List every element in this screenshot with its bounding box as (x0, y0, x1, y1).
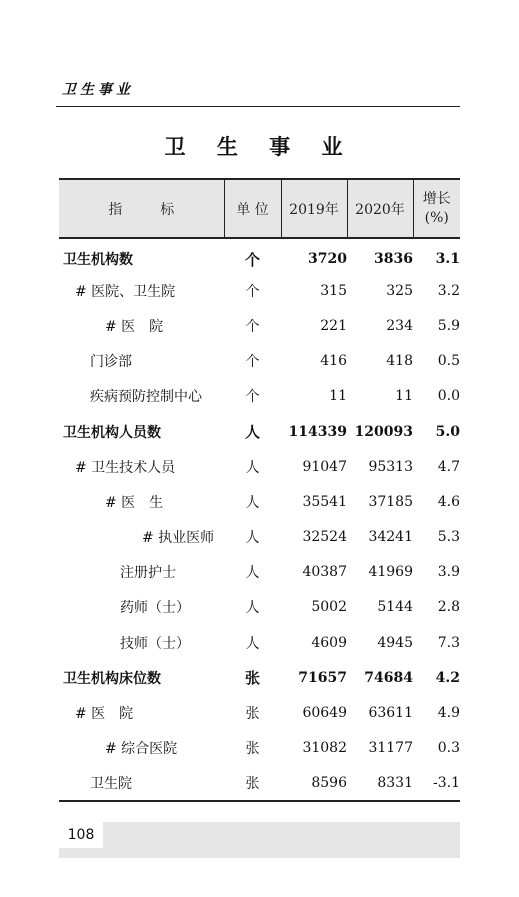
table-row (59, 660, 460, 695)
row-value-2020: 5144 (377, 599, 413, 616)
row-value-2020: 8331 (347, 766, 413, 801)
row-label: # 执业医师 (142, 530, 215, 547)
header-2020: 2020年 (347, 179, 413, 238)
table-row (59, 590, 460, 625)
header-unit: 单 位 (224, 179, 281, 238)
row-value-2019: 5002 (311, 599, 347, 616)
row-unit: 个 (244, 250, 260, 269)
row-value-2020: 95313 (368, 458, 413, 475)
row-growth: 4.7 (437, 458, 460, 475)
table-row (59, 273, 460, 308)
row-value-2020: 34241 (368, 529, 413, 546)
header-indicator-char-1: 指 (108, 201, 123, 218)
row-label: 门诊部 (90, 354, 132, 371)
header-2019: 2019年 (281, 179, 347, 238)
row-growth: 3.2 (437, 282, 460, 299)
row-value-2020: 63611 (368, 705, 413, 722)
row-value-2019: 32524 (302, 529, 347, 546)
row-value-2019: 91047 (302, 458, 347, 475)
row-unit: 人 (245, 530, 260, 547)
row-growth: 2.8 (437, 599, 460, 616)
table-row (59, 731, 460, 766)
row-unit: 人 (245, 635, 260, 652)
table-row (59, 344, 460, 379)
row-label: # 医院、卫生院 (75, 283, 176, 300)
row-value-2020: 74684 (364, 669, 413, 686)
table-row (59, 414, 460, 449)
row-label: 药师（士） (120, 600, 190, 617)
row-value-2020: 11 (395, 388, 413, 405)
row-value-2019: 40387 (302, 564, 347, 581)
row-value-2019: 71657 (298, 669, 347, 686)
row-value-2020: 31177 (368, 740, 413, 757)
row-value-2019: 60649 (302, 705, 347, 722)
row-label: # 医 生 (105, 494, 164, 511)
footer-bar (59, 822, 460, 858)
header-growth-label: 增长 (422, 190, 451, 207)
row-value-2020: 120093 (354, 423, 413, 440)
table-row (59, 520, 460, 555)
table-row (59, 379, 460, 414)
row-unit: 个 (245, 318, 260, 335)
row-value-2020: 325 (386, 282, 413, 299)
header-growth-unit: (%) (424, 209, 449, 226)
row-value-2019: 35541 (302, 493, 347, 510)
row-label: # 卫生技术人员 (75, 459, 176, 476)
row-label: 疾病预防控制中心 (90, 389, 202, 406)
row-value-2019: 31082 (302, 740, 347, 757)
row-unit: 个 (245, 389, 260, 406)
row-label: 卫生机构床位数 (63, 670, 161, 687)
table-header-row (59, 179, 460, 238)
row-growth: 5.0 (435, 423, 460, 440)
table-row (59, 625, 460, 660)
table-row (59, 695, 460, 730)
row-growth: 0.0 (437, 388, 460, 405)
row-value-2020: 37185 (368, 493, 413, 510)
row-growth: -3.1 (413, 766, 460, 801)
row-unit: 人 (245, 459, 260, 476)
row-value-2019: 416 (320, 353, 347, 370)
row-unit: 人 (244, 423, 260, 442)
row-value-2019: 114339 (288, 423, 347, 440)
row-unit: 人 (245, 494, 260, 511)
header-indicator-char-2: 标 (160, 201, 175, 218)
row-growth: 0.5 (437, 353, 460, 370)
row-growth: 4.2 (435, 669, 460, 686)
header-indicator (59, 179, 224, 238)
table-row (59, 484, 460, 519)
row-unit: 张 (245, 741, 260, 758)
table-row (59, 308, 460, 343)
row-growth: 4.9 (437, 705, 460, 722)
row-unit: 张 (244, 669, 260, 688)
running-head: 卫生事业 (62, 82, 134, 98)
row-value-2020: 234 (386, 317, 413, 334)
row-value-2020: 4945 (377, 634, 413, 651)
row-growth: 3.1 (435, 251, 460, 268)
row-value-2019: 8596 (281, 766, 347, 801)
table-row (59, 555, 460, 590)
row-value-2019: 3720 (308, 251, 347, 268)
statistics-table (59, 178, 460, 802)
row-unit: 人 (245, 600, 260, 617)
row-label: 注册护士 (120, 565, 176, 582)
row-growth: 3.9 (437, 564, 460, 581)
header-growth (413, 179, 460, 238)
row-label: # 医 院 (75, 706, 134, 723)
row-unit: 个 (245, 283, 260, 300)
row-label: 卫生机构人员数 (63, 424, 161, 441)
row-label: 卫生机构数 (63, 252, 133, 269)
row-growth: 5.3 (437, 529, 460, 546)
row-growth: 5.9 (437, 317, 460, 334)
page-title: 卫 生 事 业 (164, 135, 355, 159)
row-value-2020: 418 (386, 353, 413, 370)
table-row (59, 449, 460, 484)
row-label: 技师（士） (120, 635, 190, 652)
row-value-2019: 221 (320, 317, 347, 334)
row-unit: 个 (245, 354, 260, 371)
row-value-2019: 4609 (311, 634, 347, 651)
header-rule (56, 106, 460, 107)
row-growth: 0.3 (437, 740, 460, 757)
row-label: # 医 院 (105, 318, 164, 335)
row-value-2019: 11 (329, 388, 347, 405)
row-unit: 张 (245, 706, 260, 723)
row-value-2019: 315 (320, 282, 347, 299)
row-label: # 综合医院 (105, 741, 178, 758)
page-number: 108 (59, 822, 103, 848)
row-growth: 4.6 (437, 493, 460, 510)
row-unit: 张 (224, 766, 281, 801)
row-label: 卫生院 (59, 766, 224, 801)
row-value-2020: 41969 (368, 564, 413, 581)
row-unit: 人 (245, 565, 260, 582)
table-row (59, 766, 460, 801)
row-growth: 7.3 (437, 634, 460, 651)
row-value-2020: 3836 (374, 251, 413, 268)
table-row (59, 238, 460, 273)
